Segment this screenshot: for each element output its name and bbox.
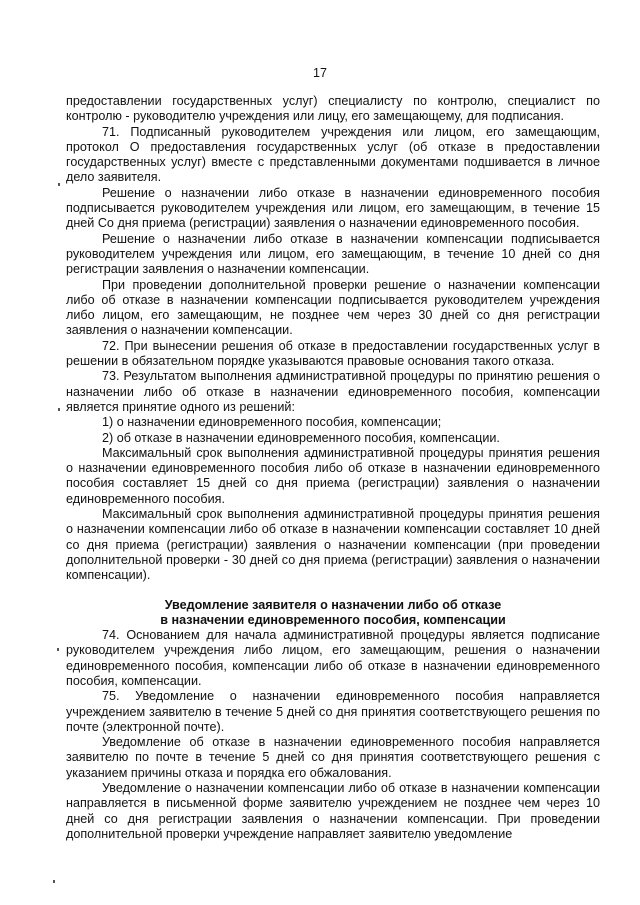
scan-speck [58, 183, 60, 186]
paragraph: 72. При вынесении решения об отказе в предоставлении государственных услуг в решении в обязательном порядке указываются правовые основания такого отказа. [66, 338, 600, 369]
paragraph: При проведении дополнительной проверки решение о назначении компенсации либо об отказе в назначении компенсации подписывается руководителем учреждения либо лицом, его замещающим, не позднее чем через 30 дней со дня регистрации заявления о назначении компенсации. [66, 277, 600, 338]
paragraph: Максимальный срок выполнения административной процедуры принятия решения о назначении компенсации либо об отказе в назначении компенсации составляет 10 дней со дня приема (регистрации) заявления о назначении компенсации (при проведении дополнительной проверки - 30 дней со дня приема (регистрации) заявления о назначении компенсации). [66, 507, 600, 583]
list-item: 2) об отказе в назначении единовременного пособия, компенсации. [102, 430, 500, 445]
page-number: 17 [313, 66, 327, 80]
section-heading-line-1: Уведомление заявителя о назначении либо об отказе [164, 597, 502, 612]
paragraph: 74. Основанием для начала административной процедуры является подписание руководителем учреждения либо лицом, его замещающим, решения о назначении единовременного пособия, компенсации либо об отказе в назначении единовременного пособия, компенсации. [66, 628, 600, 688]
scan-speck [57, 648, 59, 651]
paragraph: Уведомление об отказе в назначении единовременного пособия направляется заявителю по почте в течение 5 дней со дня принятия соответствующего решения с указанием причины отказа и порядка его обжалования. [66, 735, 600, 780]
document-body [66, 94, 600, 842]
paragraph: Решение о назначении либо отказе в назначении единовременного пособия подписывается руководителем учреждения или лицом, его замещающим, в течение 15 дней Со дня приема (регистрации) заявления о назначении единовременного пособия. [66, 185, 600, 231]
paragraph: Уведомление о назначении компенсации либо об отказе в назначении компенсации направляется в письменной форме заявителю учреждением не позднее чем через 10 дней со дня регистрации заявления о назначении компенсации. При проведении дополнительной проверки учреждение направляет заявителю уведомление [66, 781, 600, 841]
paragraph: предоставлении государственных услуг) специалисту по контролю, специалист по контролю - руководителю учреждения или лицу, его замещающему, для подписания. [66, 94, 600, 124]
paragraph: 75. Уведомление о назначении единовременного пособия направляется учреждением заявителю в течение 5 дней со дня принятия соответствующего решения по почте (электронной почте). [66, 689, 600, 734]
paragraph: 71. Подписанный руководителем учреждения или лицом, его замещающим, протокол О предоставления государственных услуг (об отказе в предоставлении государственных услуг) вместе с представленными документами подшивается в личное дело заявителя. [66, 124, 600, 185]
paragraph: 73. Результатом выполнения административной процедуры по принятию решения о назначении либо об отказе в назначении единовременного пособия, компенсации является принятие одного из решений: [66, 369, 600, 414]
paragraph: Максимальный срок выполнения административной процедуры принятия решения о назначении единовременного пособия либо об отказе в назначении единовременного пособия составляет 15 дней со дня приема (регистрации) заявления о назначении единовременного пособия. [66, 445, 600, 506]
section-heading-line-2: в назначении единовременного пособия, компенсации [160, 612, 506, 627]
list-item: 1) о назначении единовременного пособия, компенсации; [102, 415, 442, 430]
scan-speck [53, 880, 55, 883]
paragraph: Решение о назначении либо отказе в назначении компенсации подписывается руководителем учреждения или лицом, его замещающим, в течение 10 дней со дня регистрации заявления о назначении компенсации. [66, 231, 600, 277]
scan-speck [58, 408, 60, 411]
